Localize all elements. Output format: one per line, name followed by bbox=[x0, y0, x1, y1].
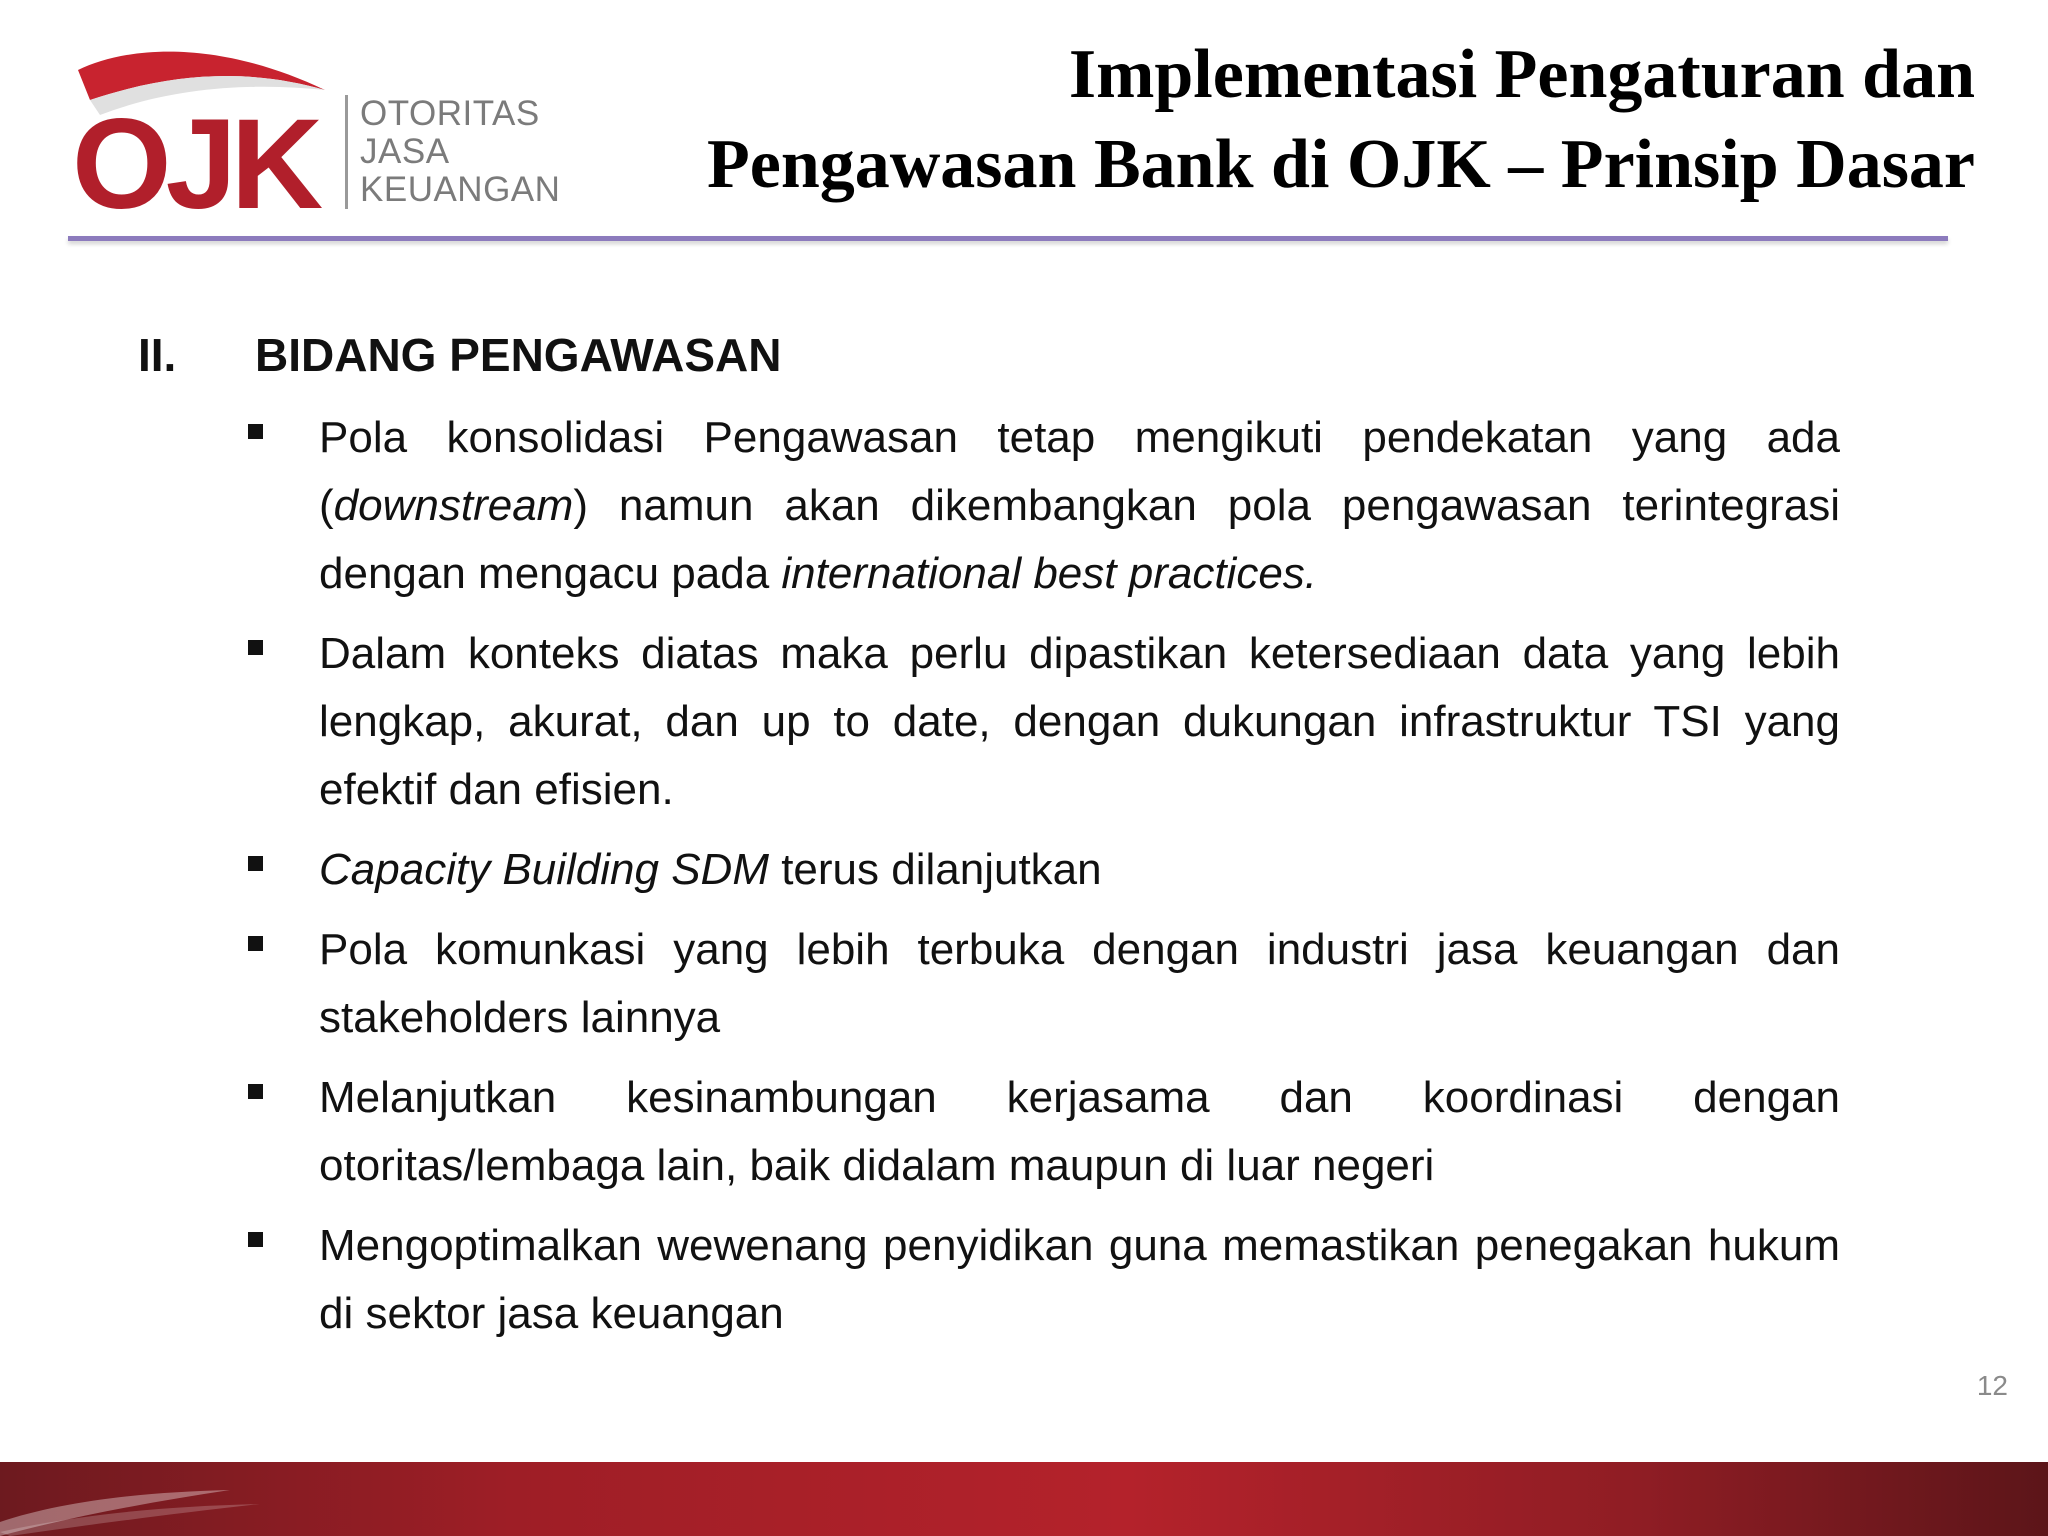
bullet-item bbox=[245, 1064, 1840, 1200]
slide-title-line-1: Implementasi Pengaturan dan bbox=[1068, 36, 1975, 113]
logo-mark-text: OJK bbox=[72, 93, 318, 225]
bullet-text: Mengoptimalkan wewenang penyidikan guna memastikan penegakan hukum di sektor jasa keuangan bbox=[319, 1221, 1840, 1338]
bullet-text: Dalam konteks diatas maka perlu dipastikan ketersediaan data yang lebih lengkap, akurat, dan up to date, dengan dukungan infrastruktur TSI yang efektif dan efisien. bbox=[319, 629, 1840, 814]
ojk-logo-mark-icon bbox=[70, 40, 340, 225]
slide-title-line-2: Pengawasan Bank di OJK – Prinsip Dasar bbox=[707, 126, 1975, 203]
logo-line-jasa: JASA bbox=[360, 132, 450, 171]
logo-line-otoritas: OTORITAS bbox=[360, 94, 540, 133]
page-number: 12 bbox=[1976, 1370, 2008, 1401]
bullet-item bbox=[245, 620, 1840, 824]
bullet-text: Pola konsolidasi Pengawasan tetap mengikuti pendekatan yang ada ( bbox=[319, 413, 1840, 530]
bullet-item bbox=[245, 1212, 1840, 1348]
square-bullet-icon bbox=[248, 856, 263, 871]
section-heading: BIDANG PENGAWASAN bbox=[255, 329, 782, 381]
bullet-text-italic: international best practices. bbox=[781, 549, 1318, 598]
logo-wordmark bbox=[345, 95, 560, 209]
title-divider bbox=[68, 236, 1948, 241]
footer-swoosh-icon bbox=[0, 1462, 2048, 1536]
logo-line-keuangan: KEUANGAN bbox=[360, 170, 561, 209]
bullet-item bbox=[245, 404, 1840, 608]
square-bullet-icon bbox=[248, 640, 263, 655]
bullet-text-italic: downstream bbox=[333, 481, 574, 530]
square-bullet-icon bbox=[248, 936, 263, 951]
bullet-text: Pola komunkasi yang lebih terbuka dengan industri jasa keuangan dan stakeholders lainnya bbox=[319, 925, 1840, 1042]
ojk-logo bbox=[70, 40, 570, 225]
footer-band bbox=[0, 1462, 2048, 1536]
bullet-text: terus dilanjutkan bbox=[768, 845, 1102, 894]
bullet-text: ) namun akan dikembangkan pola pengawasan terintegrasi dengan mengacu pada bbox=[319, 481, 1840, 598]
square-bullet-icon bbox=[248, 1232, 263, 1247]
bullet-item bbox=[245, 916, 1840, 1052]
bullet-list bbox=[245, 404, 1840, 1360]
section-number: II. bbox=[138, 329, 177, 381]
square-bullet-icon bbox=[248, 424, 263, 439]
bullet-text-italic: Capacity Building SDM bbox=[319, 845, 769, 894]
bullet-text: Melanjutkan kesinambungan kerjasama dan koordinasi dengan otoritas/lembaga lain, baik didalam maupun di luar negeri bbox=[319, 1073, 1840, 1190]
square-bullet-icon bbox=[248, 1084, 263, 1099]
slide-title bbox=[575, 30, 1975, 210]
bullet-item bbox=[245, 836, 1840, 904]
